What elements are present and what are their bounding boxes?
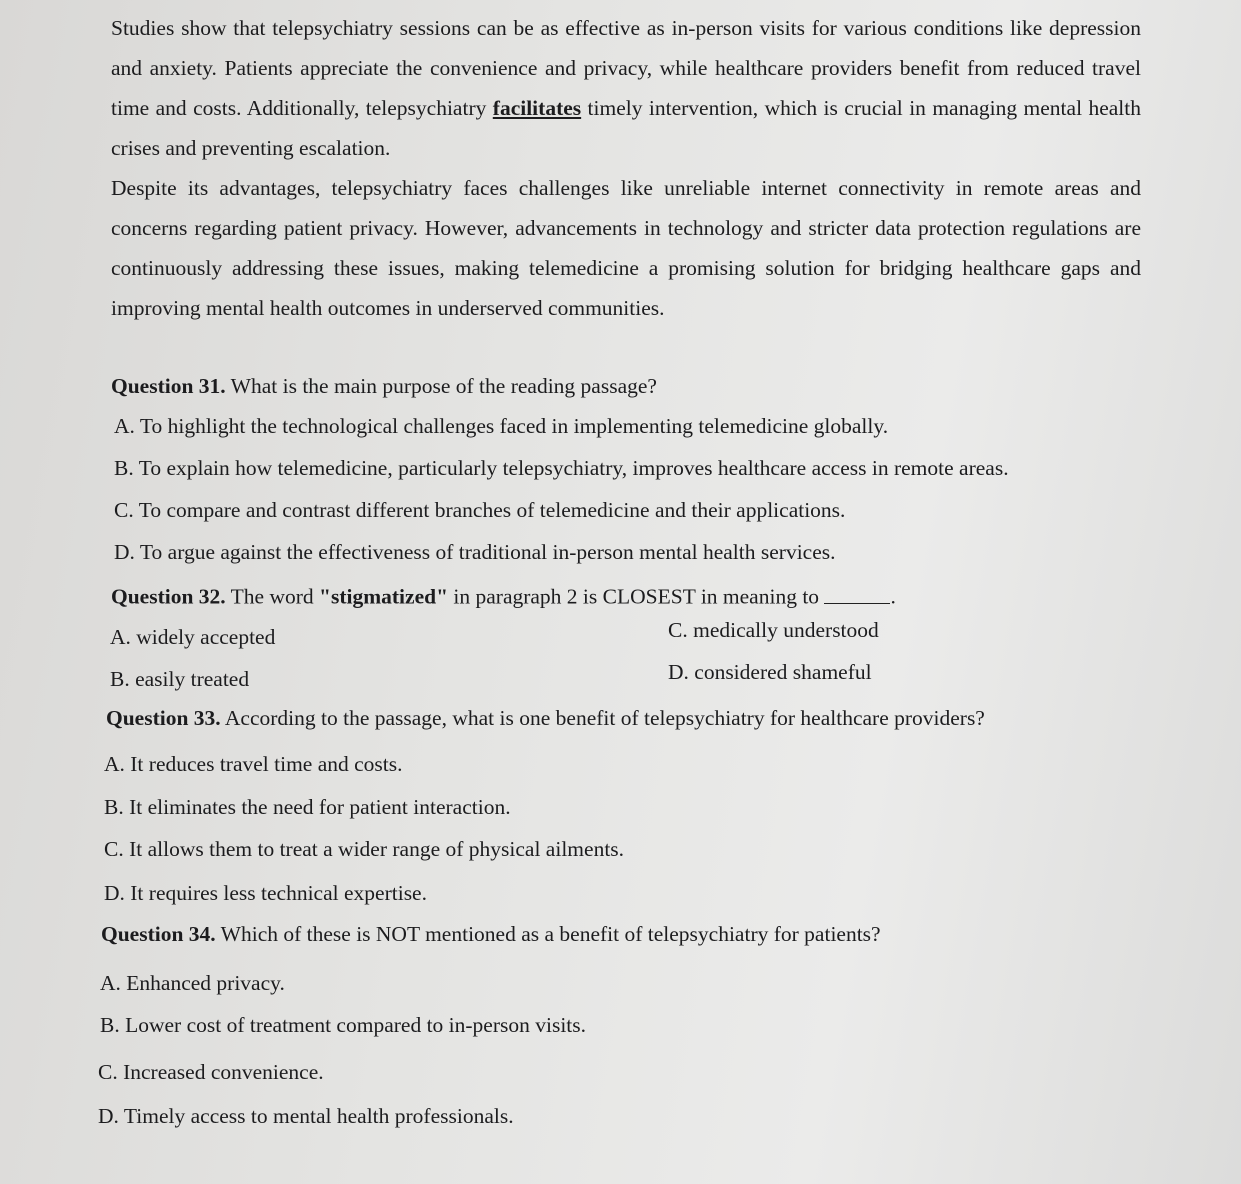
- option-33-a: A. It reduces travel time and costs.: [104, 752, 403, 776]
- question-text: According to the passage, what is one benefit of telepsychiatry for healthcare providers?: [220, 706, 985, 730]
- option-34-b: B. Lower cost of treatment compared to in-person visits.: [100, 1013, 587, 1037]
- text: in paragraph 2 is CLOSEST in meaning to: [448, 584, 825, 609]
- option-32-b: B. easily treated: [110, 667, 250, 691]
- text: timely intervention, which is crucial in managing mental health crises and preventing escalation.: [111, 96, 1141, 160]
- target-word: "stigmatized": [319, 584, 449, 609]
- passage-paragraph-2: Despite its advantages, telepsychiatry faces challenges like unreliable internet connectivity in remote areas and concerns regarding patient privacy. However, advancements in technology and stricter data protection regulations are continuously addressing these issues, making telemedicine a promising solution for bridging healthcare gaps and improving mental health outcomes in underserved communities.: [111, 176, 1141, 320]
- question-label: Question 33.: [106, 706, 221, 730]
- option-33-b: B. It eliminates the need for patient interaction.: [104, 795, 511, 819]
- question-31: [111, 374, 657, 399]
- question-33: [106, 706, 985, 731]
- question-34: [101, 922, 881, 947]
- question-32: [111, 581, 896, 610]
- text: Studies show that telepsychiatry sessions can be as effective as in-person visits for various conditions like depression and anxiety. Patients appreciate the convenience and privacy, while healthcare providers benefit from reduced travel time and costs. Additionally, telepsychiatry: [111, 16, 1141, 120]
- option-33-d: D. It requires less technical expertise.: [104, 881, 427, 905]
- question-text: What is the main purpose of the reading passage?: [225, 374, 657, 398]
- option-34-a: A. Enhanced privacy.: [100, 971, 285, 995]
- question-label: Question 34.: [101, 922, 216, 946]
- option-31-a: A. To highlight the technological challenges faced in implementing telemedicine globally.: [114, 414, 889, 438]
- emphasized-word: facilitates: [492, 96, 582, 120]
- option-34-c: C. Increased convenience.: [98, 1060, 324, 1084]
- question-label: Question 32.: [111, 584, 226, 609]
- text: The word: [225, 584, 320, 609]
- option-31-b: B. To explain how telemedicine, particularly telepsychiatry, improves healthcare access in remote areas.: [114, 456, 1009, 480]
- option-34-d: D. Timely access to mental health professionals.: [98, 1104, 514, 1128]
- option-32-a: A. widely accepted: [110, 625, 276, 649]
- option-32-d: D. considered shameful: [668, 660, 872, 684]
- option-31-d: D. To argue against the effectiveness of traditional in-person mental health services.: [114, 540, 836, 564]
- question-text: Which of these is NOT mentioned as a benefit of telepsychiatry for patients?: [215, 922, 881, 946]
- option-33-c: C. It allows them to treat a wider range of physical ailments.: [104, 837, 625, 861]
- text: .: [890, 584, 896, 609]
- option-32-c: C. medically understood: [668, 618, 879, 642]
- passage-paragraph-1: [111, 8, 1141, 168]
- option-31-c: C. To compare and contrast different branches of telemedicine and their applications.: [114, 498, 846, 522]
- answer-blank: [824, 581, 890, 604]
- question-label: Question 31.: [111, 374, 226, 398]
